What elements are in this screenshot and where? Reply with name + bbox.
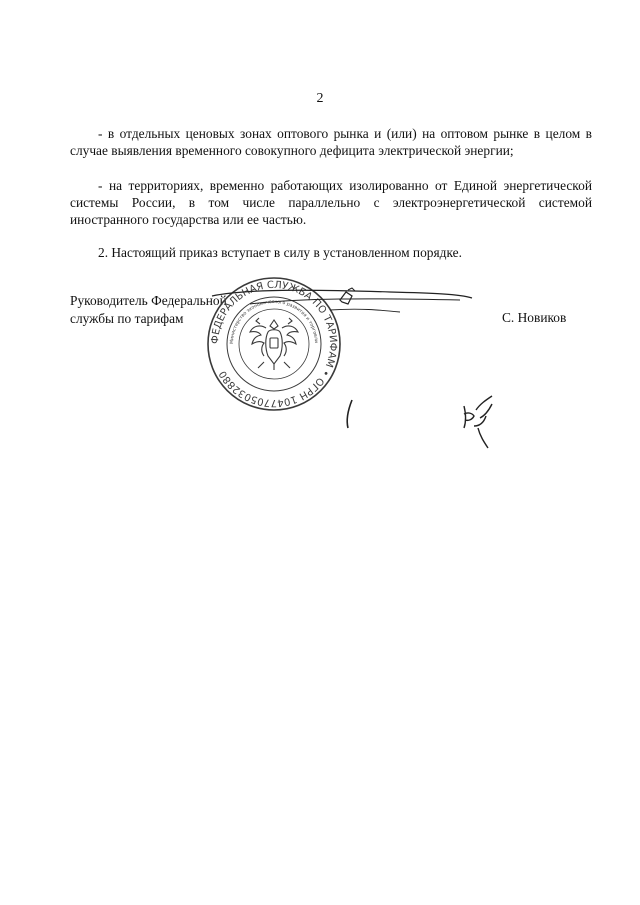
seal-outer-text: ФЕДЕРАЛЬНАЯ СЛУЖБА ПО ТАРИФАМ • ОГРН 1047705032880 [209,279,339,409]
position-line-2: службы по тарифам [70,311,184,326]
paragraph-isolated-territories: - на территориях, временно работающих изолированно от Единой энергетической системы России, в том числе параллельно с электроэнергетической системой иностранного государства или ее частью. [70,178,592,227]
handwritten-initials [340,392,510,456]
paragraph-effective-date: 2. Настоящий приказ вступает в силу в установленном порядке. [98,245,462,260]
paragraph-price-zones: - в отдельных ценовых зонах оптового рынка и (или) на оптовом рынке в целом в случае выявления временного совокупного дефицита электрической энергии; [70,126,592,158]
signatory-position [70,292,227,328]
page-number: 2 [316,91,324,106]
seal-inner-text: Министерство экономического развития и торговли [229,299,319,345]
position-line-1: Руководитель Федеральной [70,293,227,308]
handwritten-signature [210,286,490,326]
signatory-name: С. Новиков [502,310,567,325]
